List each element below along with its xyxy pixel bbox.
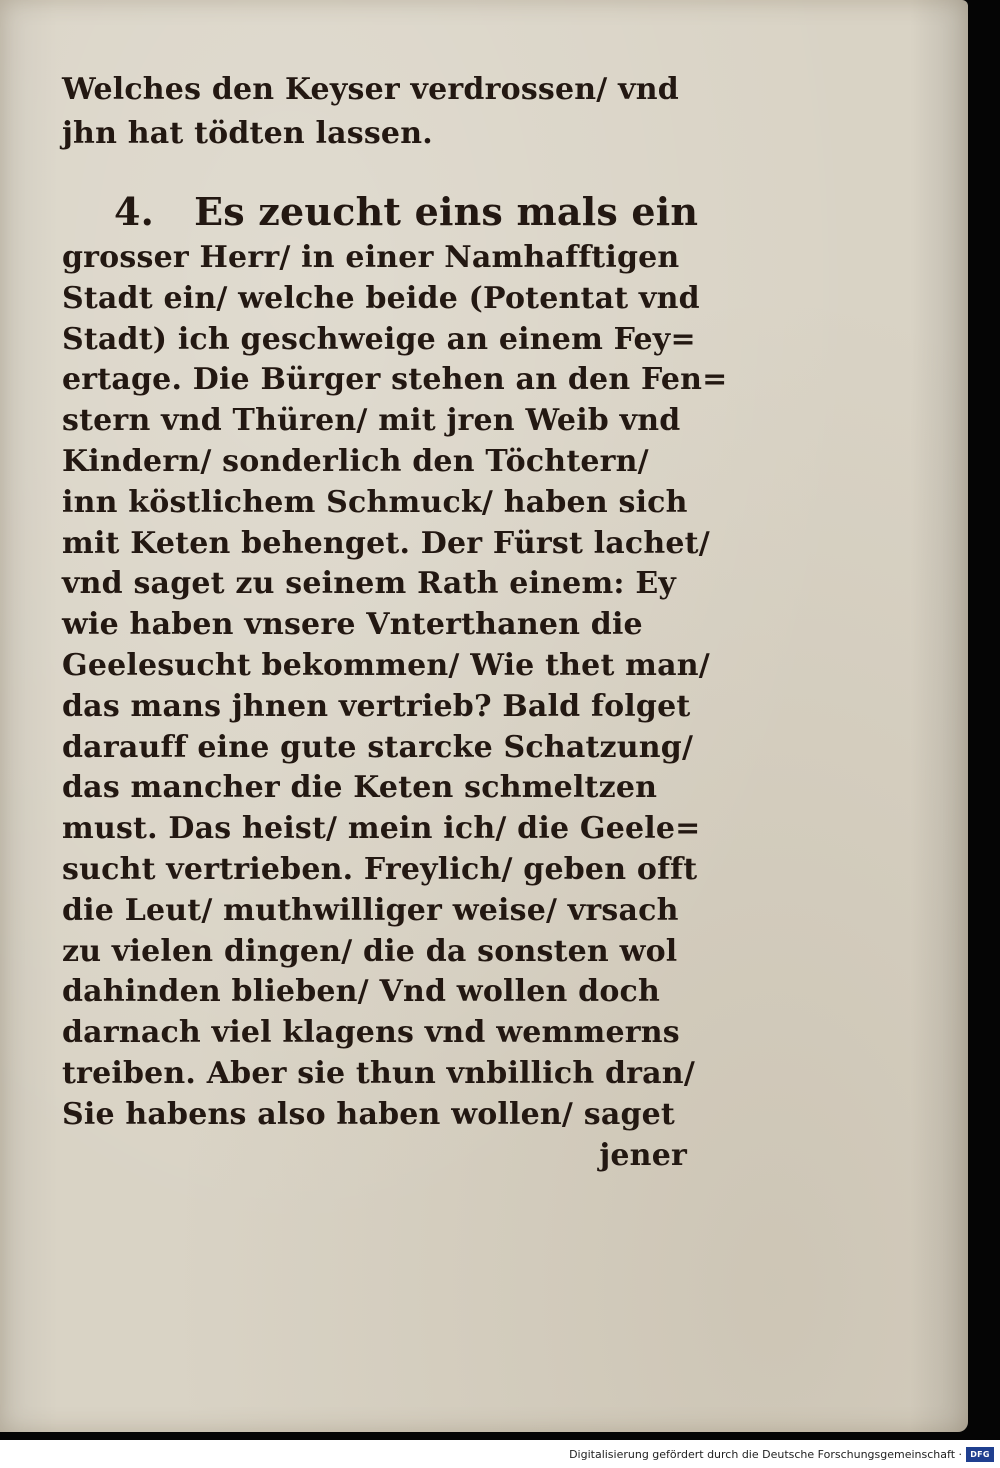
text-line-20 [62,891,687,932]
line-text: Sie habens also haben wollen/ saget [62,1096,675,1132]
line-text: darauff eine gute starcke Schatzung/ [62,729,694,765]
line-text: mit Keten behenget. Der Fürst lachet/ [62,525,710,561]
footer-bar [0,1440,1000,1468]
text-line-24 [62,1054,695,1095]
line-text: jhn hat tödten lassen. [62,116,433,151]
text-line-14 [62,646,710,687]
text-line-10 [62,483,687,524]
line-text: Welches den Keyser verdrossen/ vnd [62,72,679,107]
line-text: stern vnd Thüren/ mit jren Weib vnd [62,403,681,439]
page-text [62,70,728,1176]
line-text: vnd saget zu seinem Rath einem: Ey [62,566,677,602]
line-text: Stadt ein/ welche beide (Potentat vnd [62,280,700,316]
text-line-13 [62,605,687,646]
text-line-4 [62,238,687,279]
line-text: must. Das heist/ mein ich/ die Geele= [62,811,701,847]
text-line-19 [62,850,698,891]
catchword-line [62,1136,687,1177]
line-text: Stadt) ich geschweige an einem Fey= [62,321,696,357]
line-text: inn köstlichem Schmuck/ haben sich [62,484,688,520]
text-line-11 [62,524,710,565]
line-text: Es zeucht eins mals ein [194,189,699,234]
line-text: dahinden blieben/ Vnd wollen doch [62,974,661,1010]
line-text: Geelesucht bekommen/ Wie thet man/ [62,647,710,683]
text-line-16 [62,728,694,769]
text-line-6 [62,320,696,361]
text-line-5 [62,279,700,320]
text-line-1 [62,70,687,114]
paragraph-start-line [62,186,699,238]
text-line-18 [62,809,701,850]
line-text: die Leut/ muthwilliger weise/ vrsach [62,892,679,928]
line-text: sucht vertrieben. Freylich/ geben offt [62,851,698,887]
text-line-12 [62,564,687,605]
text-line-17 [62,768,687,809]
catchword: jener [599,1137,687,1173]
line-text: das mans jhnen vertrieb? Bald folget [62,688,691,724]
paragraph-number: 4. [114,189,155,234]
text-line-7 [62,360,728,401]
text-line-25 [62,1095,687,1136]
funding-credit: Digitalisierung gefördert durch die Deutsche Forschungsgemeinschaft · [569,1448,962,1461]
line-text: Kindern/ sonderlich den Töchtern/ [62,443,649,479]
text-line-21 [62,932,687,973]
text-line-9 [62,442,687,483]
dfg-logo: DFG [966,1447,994,1462]
line-text: wie haben vnsere Vnterthanen die [62,607,643,643]
line-text: ertage. Die Bürger stehen an den Fen= [62,362,728,398]
text-line-8 [62,401,687,442]
line-text: treiben. Aber sie thun vnbillich dran/ [62,1055,695,1091]
line-text: zu vielen dingen/ die da sonsten wol [62,933,678,969]
text-line-23 [62,1013,687,1054]
line-text: das mancher die Keten schmeltzen [62,770,658,806]
line-text: grosser Herr/ in einer Namhafftigen [62,240,680,275]
text-line-2 [62,114,687,158]
paragraph-gap [62,158,687,186]
line-text: darnach viel klagens vnd wemmerns [62,1015,680,1051]
text-line-22 [62,972,687,1013]
text-line-15 [62,687,691,728]
